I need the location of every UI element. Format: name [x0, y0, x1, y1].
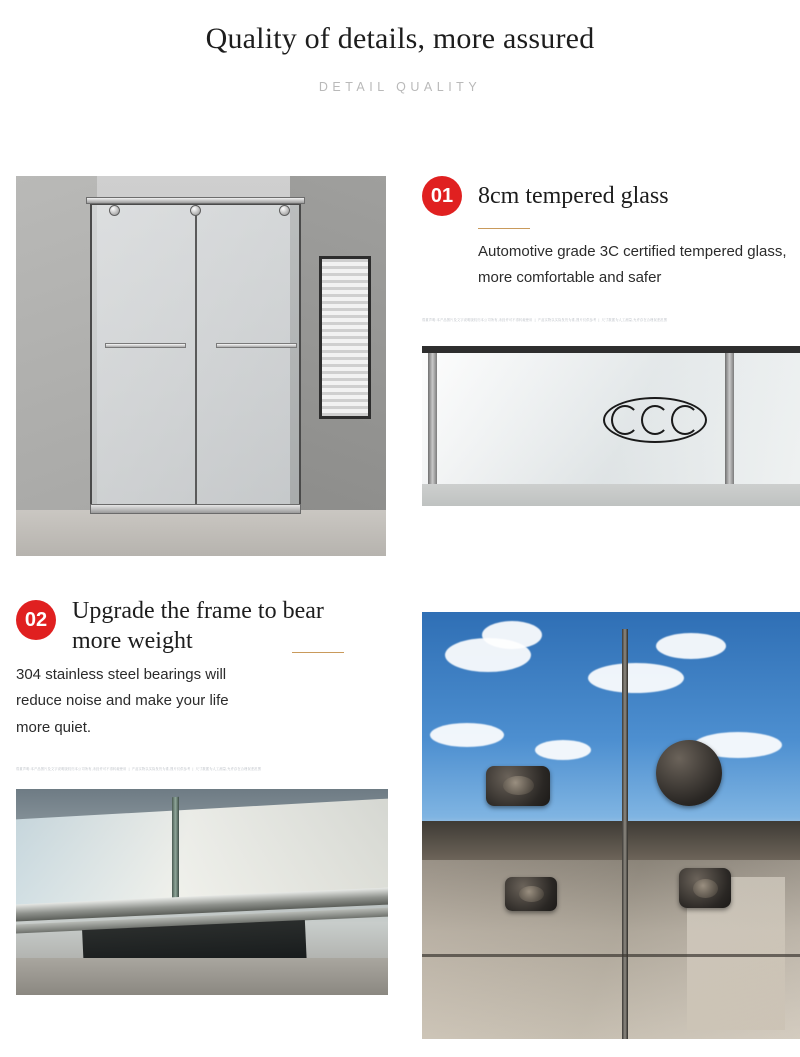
- shower-photo-art: [16, 176, 386, 556]
- cloud: [535, 740, 591, 760]
- cloud: [588, 663, 684, 693]
- page-title: Quality of details, more assured: [205, 22, 595, 55]
- wall-left: [16, 176, 97, 510]
- feature-body-text: Automotive grade 3C certified tempered glass, more comfortable and safer: [478, 243, 787, 287]
- ccc-photo-art: [422, 346, 800, 506]
- base-rail: [90, 504, 301, 514]
- feature-number-badge: 02: [16, 600, 56, 640]
- rail-photo-art: [16, 789, 388, 995]
- cloud: [656, 633, 726, 659]
- roller-icon: [190, 205, 201, 216]
- feature-01-content: [422, 176, 800, 556]
- shower-enclosure: [90, 203, 301, 511]
- page-subtitle: DETAIL QUALITY: [318, 80, 482, 94]
- sky-clamp-image: [422, 612, 800, 1039]
- glass-clamp: [656, 740, 722, 806]
- horizontal-divider: [422, 954, 800, 957]
- feature-title: Upgrade the frame to bear more weight: [72, 598, 324, 654]
- roller-icon: [279, 205, 290, 216]
- top-band: [422, 346, 800, 353]
- floor: [16, 958, 388, 995]
- ccc-glass-image: [422, 346, 800, 506]
- floor: [16, 510, 386, 556]
- cloud: [430, 723, 504, 747]
- dark-beam: [422, 821, 800, 859]
- rail-closeup-image: [16, 789, 388, 995]
- page-header: [0, 0, 800, 94]
- bottom-band: [422, 484, 800, 506]
- feature-section-01: [16, 176, 787, 558]
- feature-body-text: 304 stainless steel bearings will reduce noise and make your life more quiet.: [16, 666, 229, 736]
- main-shower-image: [16, 176, 386, 556]
- mullion: [172, 797, 179, 913]
- door-handle: [105, 343, 186, 348]
- sky-photo-art: [422, 612, 800, 1039]
- feature-01-heading-row: [422, 176, 800, 216]
- wall-art-frame: [319, 256, 371, 419]
- glass-clamp: [505, 877, 557, 911]
- divider-rule: [292, 652, 344, 653]
- top-rail: [86, 197, 304, 204]
- legal-fineprint: 郑重声明:本产品图片及文字说明版权归本公司所有,未经许可不得转载使用 | 产品实物以实际发货为准,图片仅供参考 | 尺寸数据为人工测量,允许存在合理误差范围: [422, 317, 668, 322]
- divider-rule: [478, 228, 530, 229]
- cloud: [482, 621, 542, 649]
- feature-title: 8cm tempered glass: [478, 183, 669, 209]
- feature-number-badge: 01: [422, 176, 462, 216]
- feature-02-content: [16, 596, 388, 1039]
- legal-fineprint: 郑重声明:本产品图片及文字说明版权归本公司所有,未经许可不得转载使用 | 产品实物以实际发货为准,图片仅供参考 | 尺寸数据为人工测量,允许存在合理误差范围: [16, 766, 262, 771]
- feature-section-02: [16, 596, 784, 1041]
- door-handle: [216, 343, 297, 348]
- feature-02-heading-row: [16, 596, 388, 656]
- glass-clamp: [486, 766, 550, 806]
- vertical-post: [622, 629, 628, 1039]
- ccc-mark-icon: [603, 397, 707, 443]
- roller-icon: [109, 205, 120, 216]
- glass-clamp: [679, 868, 731, 908]
